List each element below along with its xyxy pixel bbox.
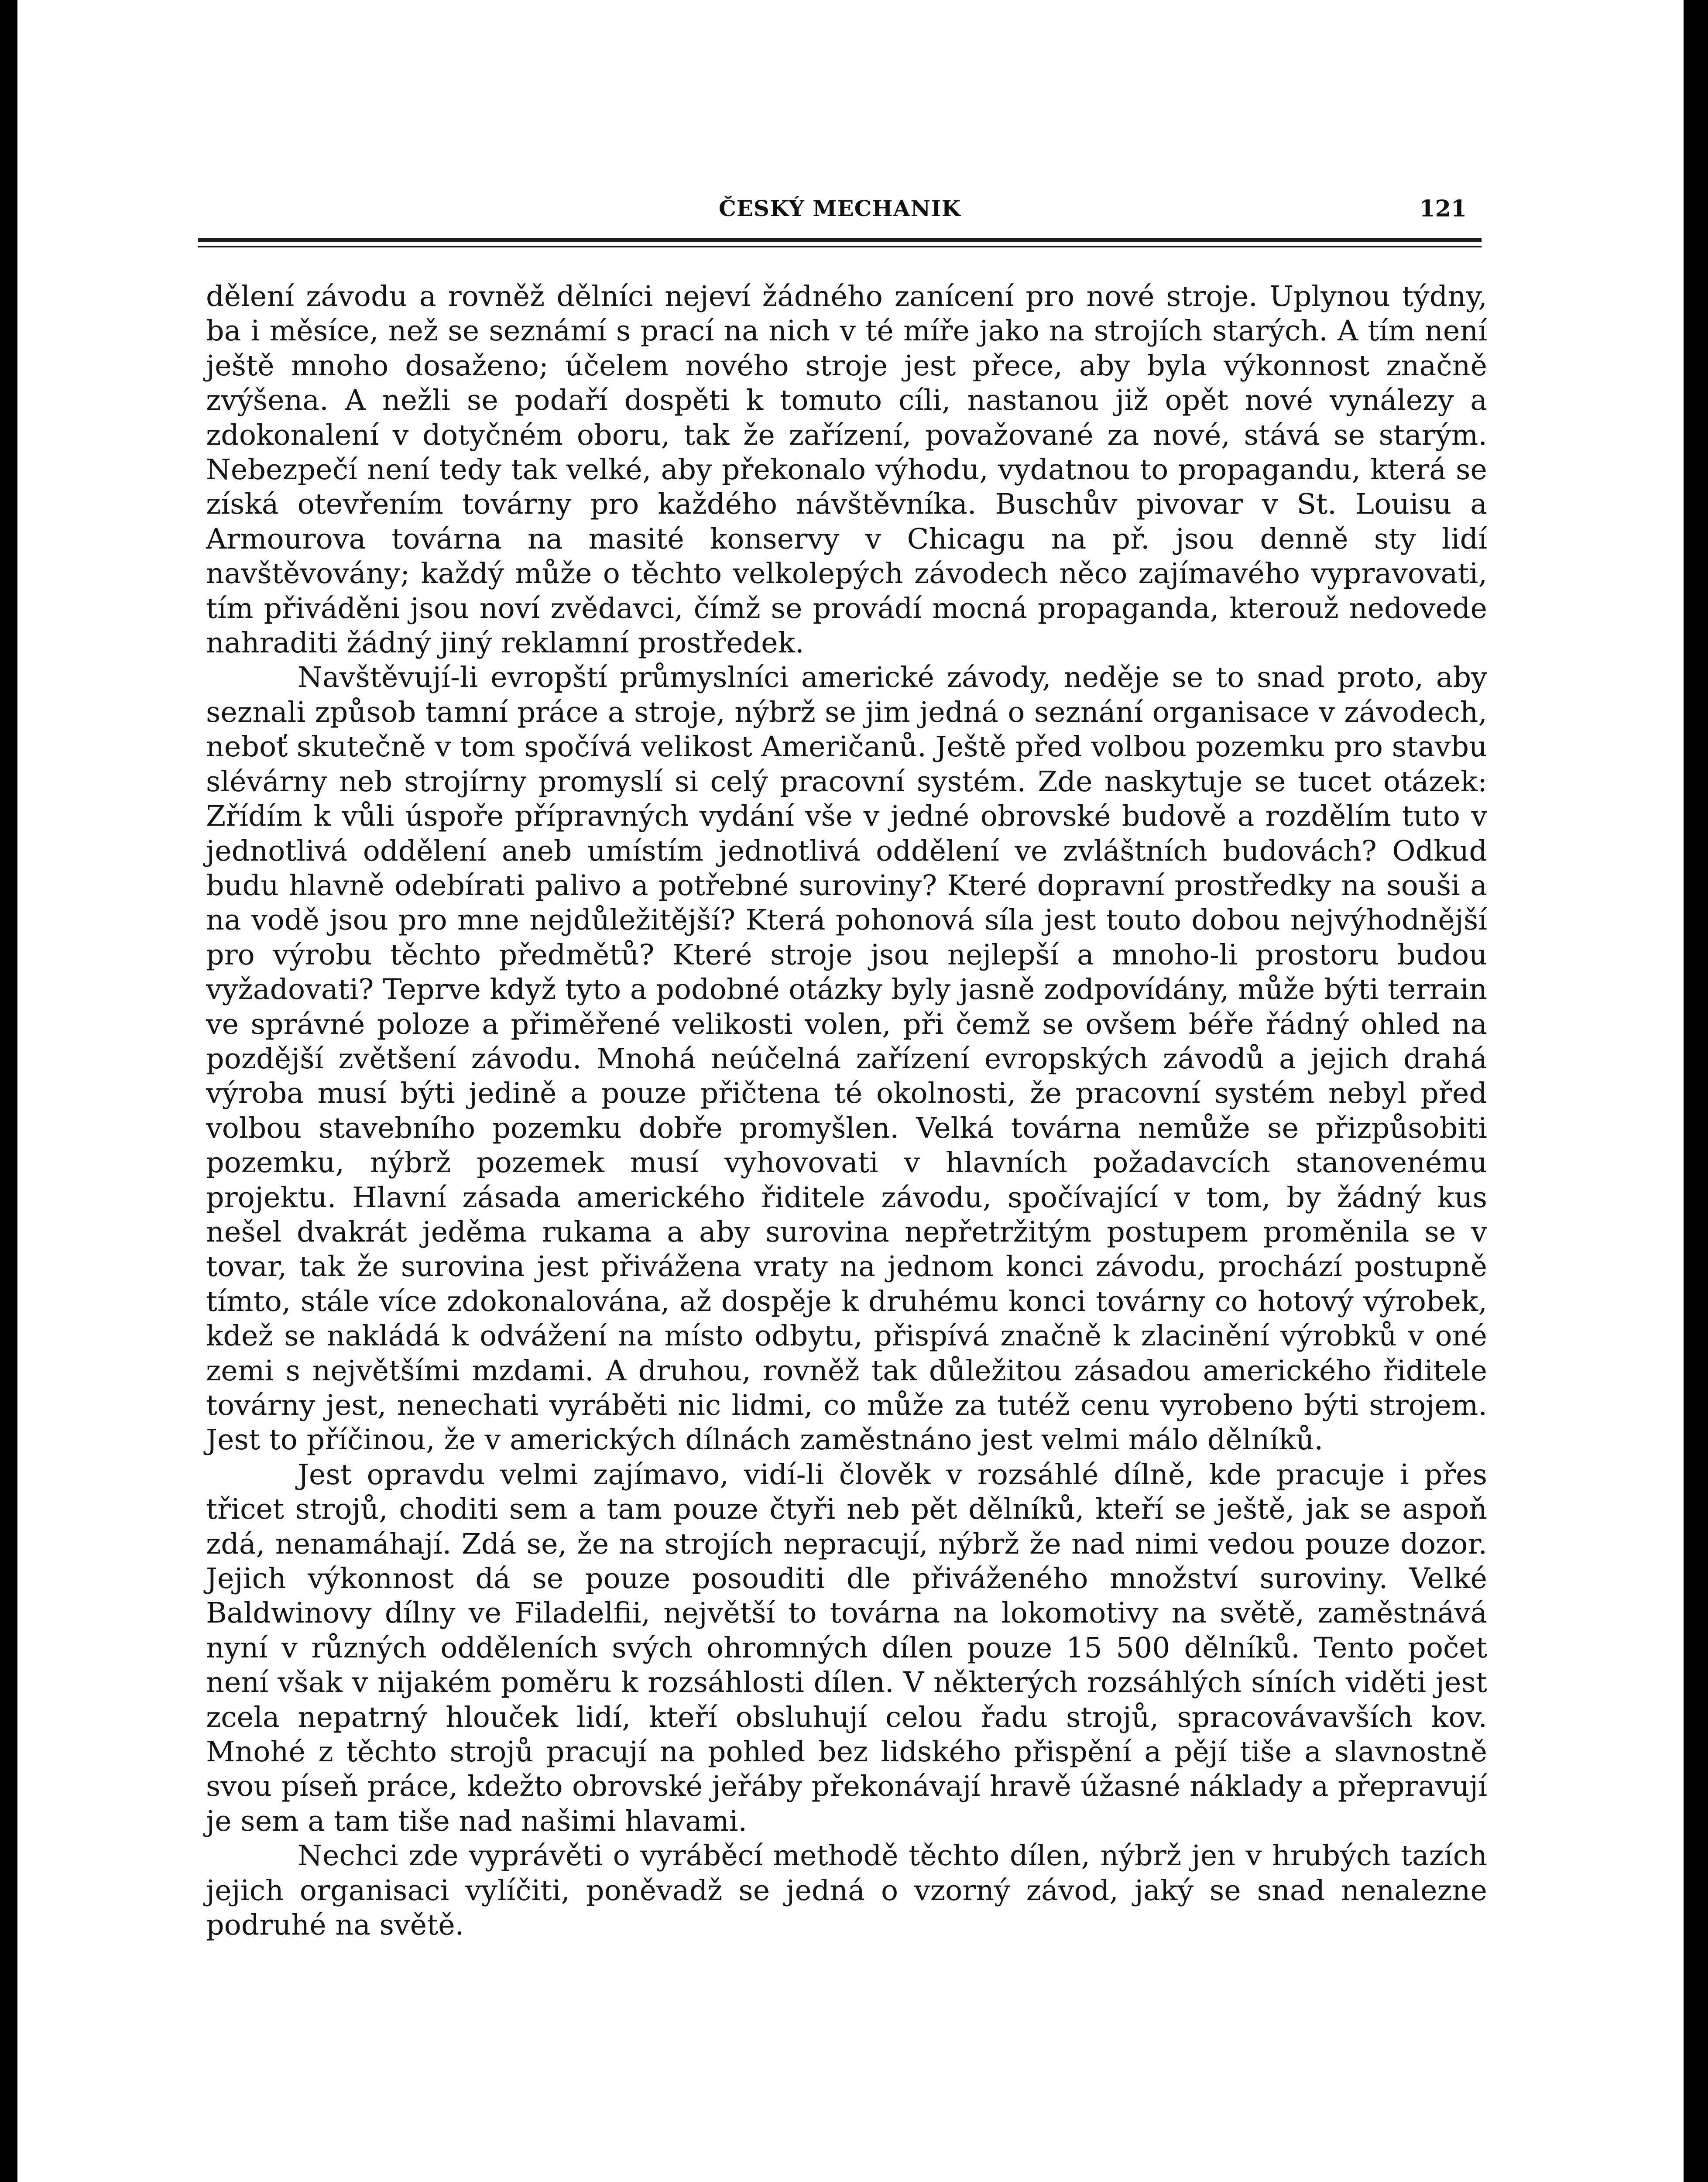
paragraph-1: dělení závodu a rovněž dělníci nejeví žádného zanícení pro nové stroje. Uplynou týdny, ba i měsíce, než se seznámí s prací na nich v té míře jako na strojích starých. A tím není ještě mnoho dosaženo; účelem nového stroje jest přece, aby byla výkonnost značně zvýšena. A nežli se podaří dospěti k tomuto cíli, nastanou již opět nové vynálezy a zdokonalení v dotyčném oboru, tak že zařízení, považované za nové, stává se starým. Nebezpečí není tedy tak velké, aby překonalo výhodu, vydatnou to propagandu, která se získá otevřením továrny pro každého návštěvníka. Buschův pivovar v St. Louisu a Armourova továrna na masité konservy v Chicagu na př. jsou denně sty lidí navštěvovány; každý může o těchto velkolepých závodech něco zajímavého vypravovati, tím přiváděni jsou noví zvědavci, čímž se provádí mocná propaganda, kterouž nedovede nahraditi žádný jiný reklamní prostředek.: [206, 280, 1487, 660]
page-header: [198, 196, 1482, 226]
running-head: ČESKÝ MECHANIK: [718, 196, 961, 221]
header-rule-thin: [198, 246, 1482, 247]
scanned-page: [17, 0, 1684, 2182]
header-rule-thick: [198, 238, 1482, 242]
paragraph-2: Navštěvují-li evropští průmyslníci americké závody, neděje se to snad proto, aby seznali způsob tamní práce a stroje, nýbrž se jim jedná o seznání organisace v závodech, neboť skutečně v tom spočívá velikost Američanů. Ještě před volbou pozemku pro stavbu slévárny neb strojírny promyslí si celý pracovní systém. Zde naskytuje se tucet otázek: Zřídím k vůli úspoře přípravných vydání vše v jedné obrovské budově a rozdělím tuto v jednotlivá oddělení aneb umístím jednotlivá oddělení ve zvláštních budovách? Odkud budu hlavně odebírati palivo a potřebné suroviny? Které dopravní prostředky na souši a na vodě jsou pro mne nejdůležitější? Která pohonová síla jest touto dobou nejvýhodnější pro výrobu těchto předmětů? Které stroje jsou nejlepší a mnoho-li prostoru budou vyžadovati? Teprve když tyto a podobné otázky byly jasně zodpovídány, může býti terrain ve správné poloze a přiměřené velikosti volen, při čemž se ovšem béře řádný ohled na pozdější zvětšení závodu. Mnohá neúčelná zařízení evropských závodů a jejich drahá výroba musí býti jedině a pouze přičtena té okolnosti, že pracovní systém nebyl před volbou stavebního pozemku dobře promyšlen. Velká továrna nemůže se přizpůsobiti pozemku, nýbrž pozemek musí vyhovovati v hlavních požadavcích stanovenému projektu. Hlavní zásada amerického řiditele závodu, spočívající v tom, by žádný kus nešel dvakrát jeděma rukama a aby surovina nepřetržitým postupem proměnila se v tovar, tak že surovina jest přivážena vraty na jednom konci závodu, prochází postupně tímto, stále více zdokonalována, až dospěje k druhému konci továrny co hotový výrobek, kdež se nakládá k odvážení na místo odbytu, přispívá značně k zlacinění výrobků v oné zemi s největšími mzdami. A druhou, rovněž tak důležitou zásadou amerického řiditele továrny jest, nenechati vyráběti nic lidmi, co může za tutéž cenu vyrobeno býti strojem. Jest to příčinou, že v amerických dílnách zaměstnáno jest velmi málo dělníků.: [206, 661, 1487, 1457]
paragraph-3: Jest opravdu velmi zajímavo, vidí-li člověk v rozsáhlé dílně, kde pracuje i přes třicet strojů, choditi sem a tam pouze čtyři neb pět dělníků, kteří se ještě, jak se aspoň zdá, nenamáhají. Zdá se, že na strojích nepracují, nýbrž že nad nimi vedou pouze dozor. Jejich výkonnost dá se pouze posouditi dle přiváženého množství suroviny. Velké Baldwinovy dílny ve Filadelfii, největší to továrna na lokomotivy na světě, zaměstnává nyní v různých odděleních svých ohromných dílen pouze 15 500 dělníků. Tento počet není však v nijakém poměru k rozsáhlosti dílen. V některých rozsáhlých síních viděti jest zcela nepatrný hlouček lidí, kteří obsluhují celou řadu strojů, spracovávavších kov. Mnohé z těchto strojů pracují na pohled bez lidského přispění a pějí tiše a slavnostně svou píseň práce, kdežto obrovské jeřáby překonávají hravě úžasné náklady a přepravují je sem a tam tiše nad našimi hlavami.: [206, 1458, 1487, 1838]
paragraph-4: Nechci zde vyprávěti o vyráběcí methodě těchto dílen, nýbrž jen v hrubých tazích jejich organisaci vylíčiti, poněvadž se jedná o vzorný závod, jaký se snad nenalezne podruhé na světě.: [206, 1839, 1487, 1942]
page-number: 121: [1419, 196, 1467, 222]
article-body: [206, 279, 1487, 1943]
scan-edge-border: [1684, 0, 1708, 2182]
